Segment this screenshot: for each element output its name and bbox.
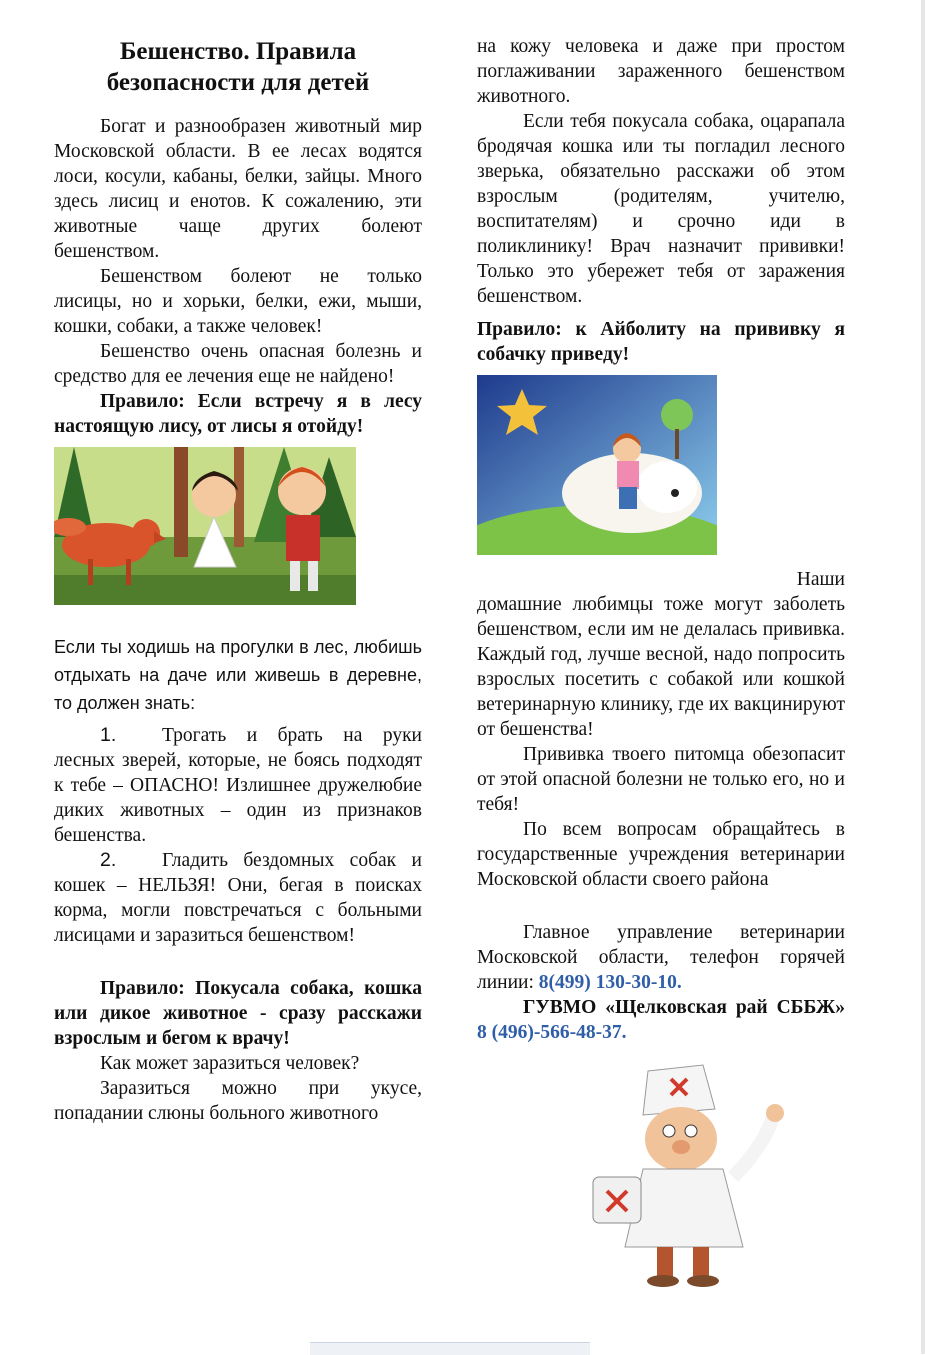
left-column: [54, 36, 422, 1126]
paragraph-questions: По всем вопросам обращайтесь в государственные учреждения ветеринарии Московской области своего района: [477, 819, 845, 890]
list-item-2: [54, 848, 422, 948]
paragraph-danger: Бешенство очень опасная болезнь и средство для ее лечения еще не найдено!: [54, 341, 422, 387]
paragraph-sick-animals: Бешенством болеют не только лисицы, но и хорьки, белки, ежи, мыши, кошки, собаки, а также человек!: [54, 266, 422, 337]
fox-and-children-illustration: [54, 447, 356, 605]
contact-local: [477, 995, 845, 1045]
rule-fox: Правило: Если встречу я в лесу настоящую лису, от лисы я отойду!: [54, 391, 422, 437]
rule-aibolit: Правило: к Айболиту на прививку я собачку приведу!: [477, 319, 845, 365]
paragraph-fauna: Богат и разнообразен животный мир Московской области. В ее лесах водятся лоси, косули, кабаны, белки, зайцы. Много здесь лисиц и енотов. К сожалению, эти животные чаще других болеют бешенством.: [54, 116, 422, 262]
hotline-phone: 8(499) 130-30-10.: [538, 972, 682, 993]
question-infection: Как может заразиться человек?: [100, 1053, 360, 1074]
list-text-1: Трогать и брать на руки лесных зверей, которые, не боясь подходят к тебе – ОПАСНО! Излишнее дружелюбие диких животных – один из признаков бешенства.: [54, 725, 422, 846]
forest-intro: Если ты ходишь на прогулки в лес, любишь отдыхать на даче или живешь в деревне, то должен знать:: [54, 637, 422, 713]
list-number-1: 1.: [100, 724, 117, 746]
paragraph-continuation: на кожу человека и даже при простом поглаживании зараженного бешенством животного.: [477, 36, 845, 107]
paragraph-pets: домашние любимцы тоже могут заболеть бешенством, если им не делалась прививка. Каждый год, лучше весной, надо попросить взрослых посетить с собакой или кошкой ветеринарную клинику, где их вакцинируют от бешенства!: [477, 594, 845, 740]
pets-first-word: Наши: [796, 569, 845, 590]
right-column: [477, 34, 845, 1287]
page-title: [54, 36, 422, 98]
list-number-2: 2.: [100, 849, 117, 871]
contact-main: [477, 920, 845, 995]
paragraph-if-bitten: Если тебя покусала собака, оцарапала бродячая кошка или ты погладил лесного зверька, обязательно расскажи об этом взрослым (родителям, учителю, воспитателям) и срочно иди в поликлинику! Врач назначит прививки! Только это убережет тебя от заражения бешенством.: [477, 111, 845, 307]
local-phone: 8 (496)-566-48-37.: [477, 1022, 627, 1043]
girl-with-dog-illustration: [477, 375, 717, 555]
title-line-1: Бешенство. Правила: [119, 38, 357, 65]
list-item-1: [54, 723, 422, 848]
list-text-2: Гладить бездомных собак и кошек – НЕЛЬЗЯ! Они, бегая в поисках корма, могли повстречаться с больными лисицами и заразиться бешенством!: [54, 850, 422, 946]
doctor-aibolit-illustration: [573, 1057, 813, 1287]
rule-bite: Правило: Покусала собака, кошка или дикое животное - сразу расскажи взрослым и бегом к врачу!: [54, 978, 422, 1049]
title-line-2: безопасности для детей: [106, 69, 370, 96]
answer-infection: Заразиться можно при укусе, попадании слюны больного животного: [54, 1078, 422, 1124]
window-scrollbar[interactable]: [310, 1342, 590, 1355]
contact-local-text: ГУВМО «Щелковская рай СББЖ»: [523, 997, 845, 1018]
paragraph-vaccination: Прививка твоего питомца обезопасит от этой опасной болезни не только его, но и тебя!: [477, 744, 845, 815]
page-edge: [921, 0, 925, 1354]
contact-main-text: Главное управление ветеринарии Московской области, телефон горячей линии:: [477, 922, 845, 993]
